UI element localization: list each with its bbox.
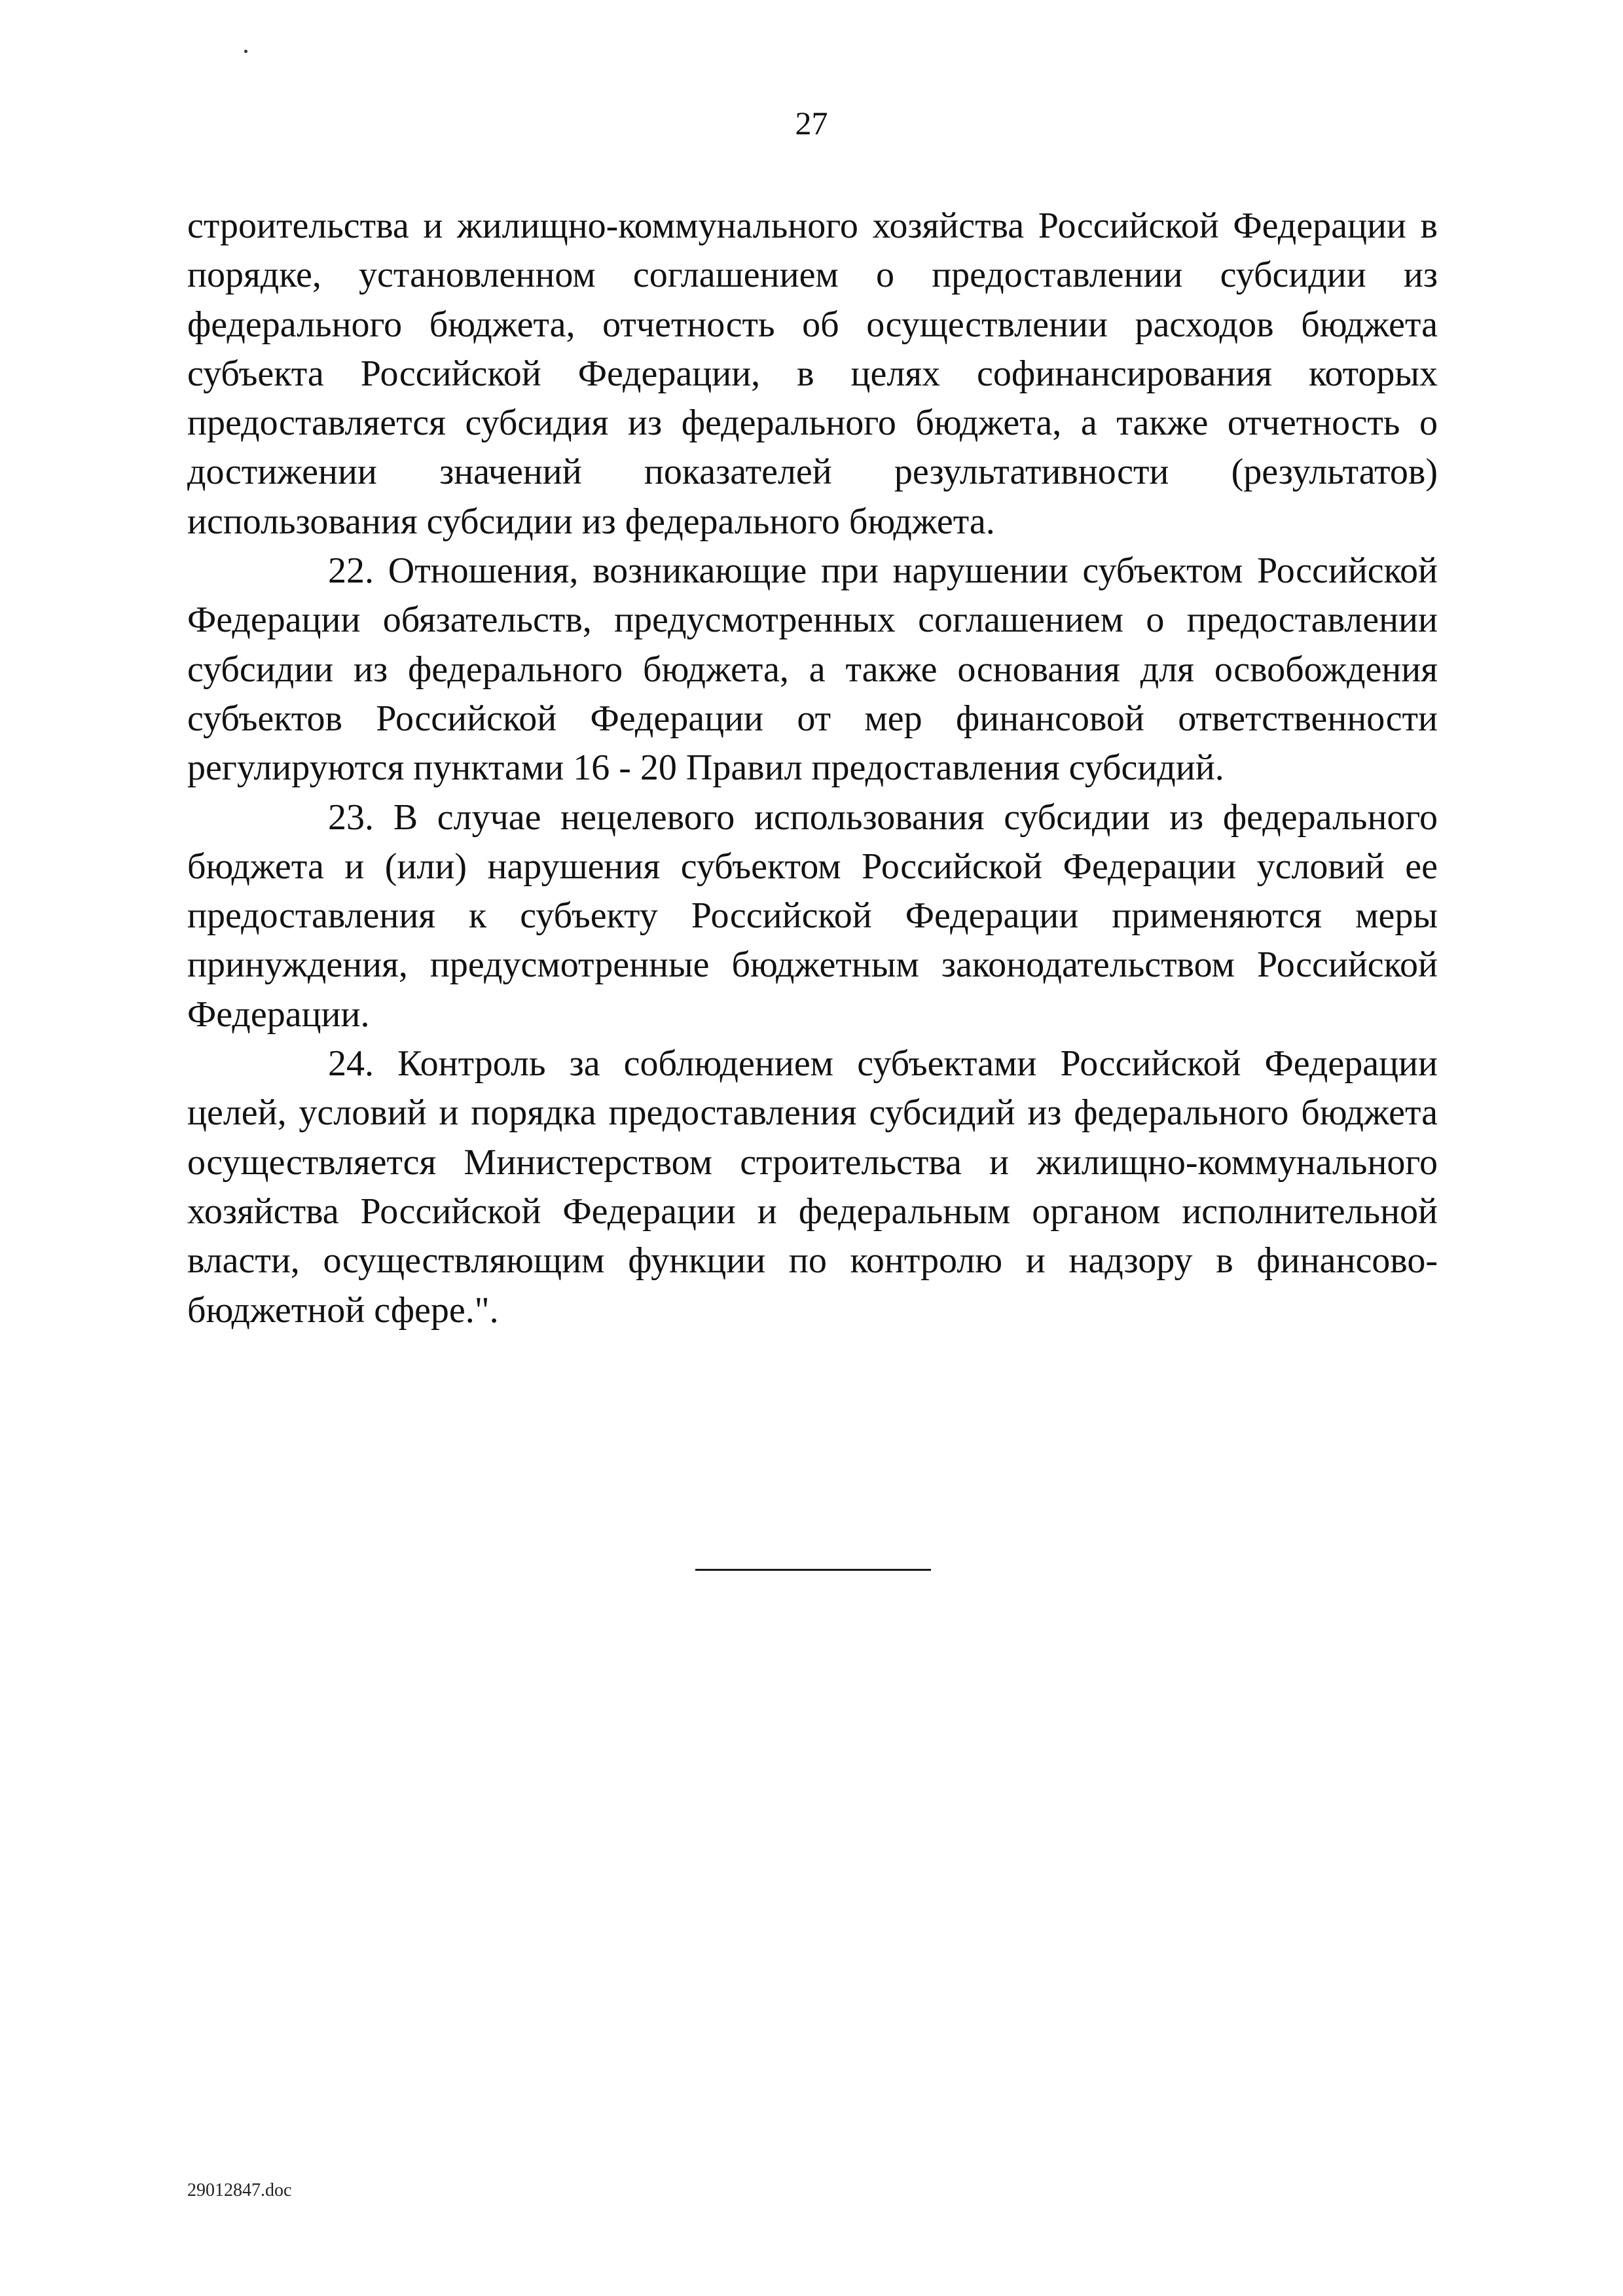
- footer-file-name: 29012847.doc: [187, 2180, 292, 2200]
- document-body: [187, 202, 1438, 1335]
- paragraph-23: 23. В случае нецелевого использования субсидии из федерального бюджета и (или) нарушения субъектом Российской Федерации условий ее предоставления к субъекту Российской Федерации применяются меры принуждения, предусмотренные бюджетным законодательством Российской Федерации.: [187, 797, 1438, 1035]
- paragraph-continuation: строительства и жилищно-коммунального хозяйства Российской Федерации в порядке, установленном соглашением о предоставлении субсидии из федерального бюджета, отчетность об осуществлении расходов бюджета субъекта Российской Федерации, в целях софинансирования которых предоставляется субсидия из федерального бюджета, а также отчетность о достижении значений показателей результативности (результатов) использования субсидии из федерального бюджета.: [187, 206, 1438, 542]
- end-separator-line: [695, 1569, 931, 1571]
- scan-speck: [244, 50, 247, 53]
- paragraph-24: 24. Контроль за соблюдением субъектами Российской Федерации целей, условий и порядка предоставления субсидий из федерального бюджета осуществляется Министерством строительства и жилищно-коммунального хозяйства Российской Федерации и федеральным органом исполнительной власти, осуществляющим функции по контролю и надзору в финансово-бюджетной сфере.".: [187, 1043, 1438, 1331]
- paragraph-22: 22. Отношения, возникающие при нарушении субъектом Российской Федерации обязательств, предусмотренных соглашением о предоставлении субсидии из федерального бюджета, а также основания для освобождения субъектов Российской Федерации от мер финансовой ответственности регулируются пунктами 16 - 20 Правил предоставления субсидий.: [187, 550, 1438, 789]
- page-number: 27: [795, 105, 828, 141]
